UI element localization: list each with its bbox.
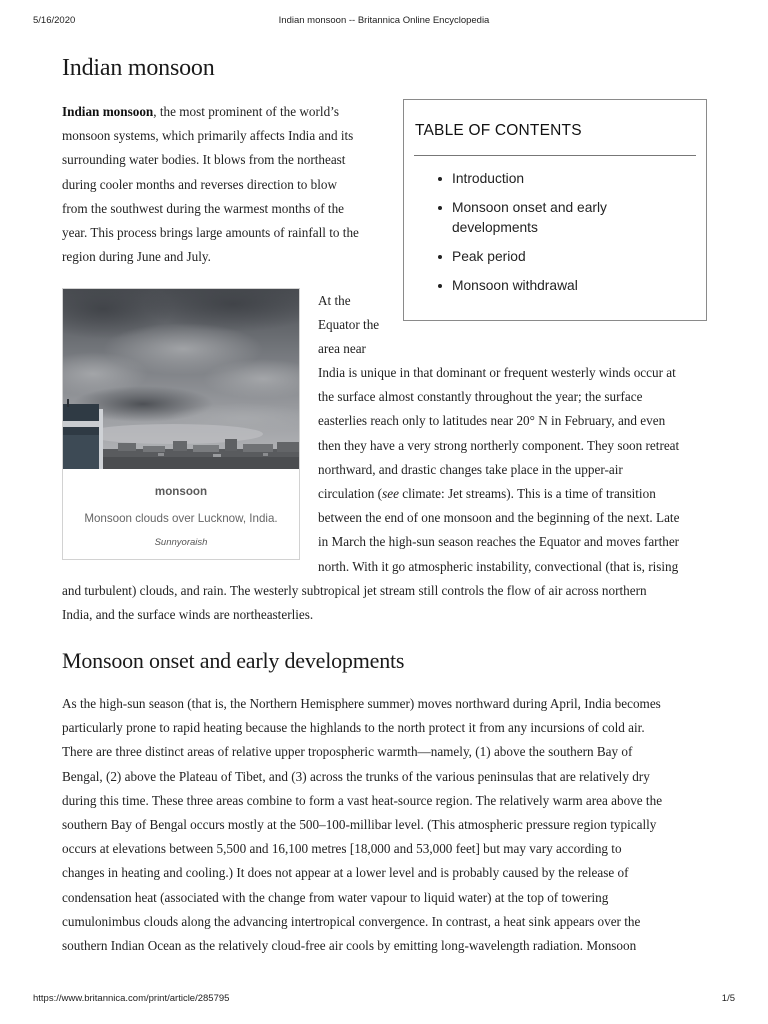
figure-caption: Monsoon clouds over Lucknow, India.	[84, 512, 278, 525]
intro-term: Indian monsoon	[62, 104, 154, 119]
print-header	[0, 15, 768, 29]
print-url[interactable]: https://www.britannica.com/print/article/285795	[33, 993, 230, 1004]
paragraph-line: condensation heat (associated with the change from water vapour to liquid water) at the top of towering	[62, 889, 609, 905]
toc-item-monsoon-onset[interactable]: Monsoon onset and early developments	[437, 198, 687, 237]
paragraph-line: occurs at elevations between 5,500 and 16,100 metres [18,000 and 53,000 feet] but may vary according to	[62, 841, 622, 857]
toc-item-introduction[interactable]: Introduction	[437, 169, 687, 189]
paragraph-line: circulation (see climate: Jet streams). This is a time of transition	[318, 486, 656, 502]
paragraph-line: between the end of one monsoon and the beginning of the next. Late	[318, 510, 680, 526]
figure-credit: Sunnyoraish	[154, 537, 208, 548]
intro-line: Indian monsoon, the most prominent of the world’s	[62, 104, 339, 119]
paragraph-line: cumulonimbus clouds along the advancing intertropical convergence. In contrast, a heat sink appears over the	[62, 913, 641, 929]
paragraph-line: changes in heating and cooling.) It does not appear at a lower level and is probably caused by the release of	[62, 865, 629, 881]
intro-line: year. This process brings large amounts of rainfall to the	[62, 225, 359, 241]
paragraph-line: northward, and drastic changes take place in the upper-air	[318, 461, 623, 477]
table-of-contents	[403, 99, 707, 321]
monsoon-figure	[62, 288, 300, 560]
equator-paragraph-end	[62, 579, 710, 627]
paragraph-line: in March the high-sun season reaches the Equator and moves farther	[318, 534, 680, 550]
see-reference: see	[382, 486, 399, 502]
paragraph-line: particularly prone to rapid heating because the highlands to the north protect it from any incursions of cold air.	[62, 720, 645, 736]
toc-divider	[414, 155, 696, 156]
jet-streams-reference[interactable]: climate: Jet streams). This is a time of transition	[398, 486, 656, 502]
toc-item-monsoon-withdrawal[interactable]: Monsoon withdrawal	[437, 276, 687, 296]
monsoon-clouds-photo[interactable]	[63, 289, 299, 469]
paragraph-line: There are three distinct areas of relative upper tropospheric warmth—namely, (1) above the southern Bay of	[62, 744, 633, 760]
paragraph-line: India is unique in that dominant or frequent westerly winds occur at	[318, 365, 676, 380]
paragraph-line: southern Indian Ocean as the relatively cloud-free air cools by emitting long-wavelength radiation. Monsoon	[62, 938, 637, 954]
equator-paragraph-start	[318, 289, 396, 362]
paragraph-line: the surface almost constantly throughout the year; the surface	[318, 389, 643, 405]
paragraph-line: southern Bay of Bengal occurs mostly at the 500–100-millibar level. (This atmospheric pressure region typically	[62, 817, 657, 833]
paragraph-line: As the high-sun season (that is, the Northern Hemisphere summer) moves northward during April, India becomes	[62, 696, 661, 711]
page-number: 1/5	[721, 993, 735, 1004]
paragraph-line: Bengal, (2) above the Plateau of Tibet, and (3) across the trunks of the various peninsulas that are relatively dry	[62, 768, 650, 784]
print-document-title: Indian monsoon -- Britannica Online Encyclopedia	[278, 15, 490, 26]
paragraph-line: and turbulent) clouds, and rain. The westerly subtropical jet stream still controls the flow of air across northern	[62, 583, 647, 598]
intro-line: region during June and July.	[62, 249, 211, 265]
onset-paragraph	[62, 692, 712, 958]
toc-item-peak-period[interactable]: Peak period	[437, 247, 687, 267]
intro-paragraph	[62, 100, 390, 269]
paragraph-line: then they have a very strong northerly component. They soon retreat	[318, 437, 680, 453]
intro-line: surrounding water bodies. It blows from the northeast	[62, 152, 346, 168]
paragraph-line: At the	[318, 293, 351, 308]
intro-line: from the southwest during the warmest months of the	[62, 200, 345, 216]
toc-heading: TABLE OF CONTENTS	[415, 122, 582, 139]
figure-label: monsoon	[154, 485, 208, 498]
paragraph-line: during this time. These three areas combine to form a vast heat-source region. The relatively warm area above the	[62, 792, 663, 808]
print-date: 5/16/2020	[33, 15, 76, 26]
paragraph-line: north. With it go atmospheric instability, convectional (that is, rising	[318, 558, 679, 574]
intro-line: monsoon systems, which primarily affects India and its	[62, 128, 354, 144]
print-footer	[0, 993, 768, 1007]
section-title-monsoon-onset: Monsoon onset and early developments	[62, 648, 405, 673]
paragraph-line: Equator the	[318, 317, 380, 333]
paragraph-line: India, and the surface winds are northeasterlies.	[62, 607, 314, 623]
toc-list	[437, 169, 687, 305]
paragraph-line: area near	[318, 341, 366, 357]
equator-paragraph-middle	[318, 361, 710, 579]
intro-line: during cooler months and reverses direction to blow	[62, 176, 338, 192]
article-title: Indian monsoon	[62, 55, 215, 81]
paragraph-line: easterlies reach only to latitudes near 20° N in February, and even	[318, 413, 666, 429]
